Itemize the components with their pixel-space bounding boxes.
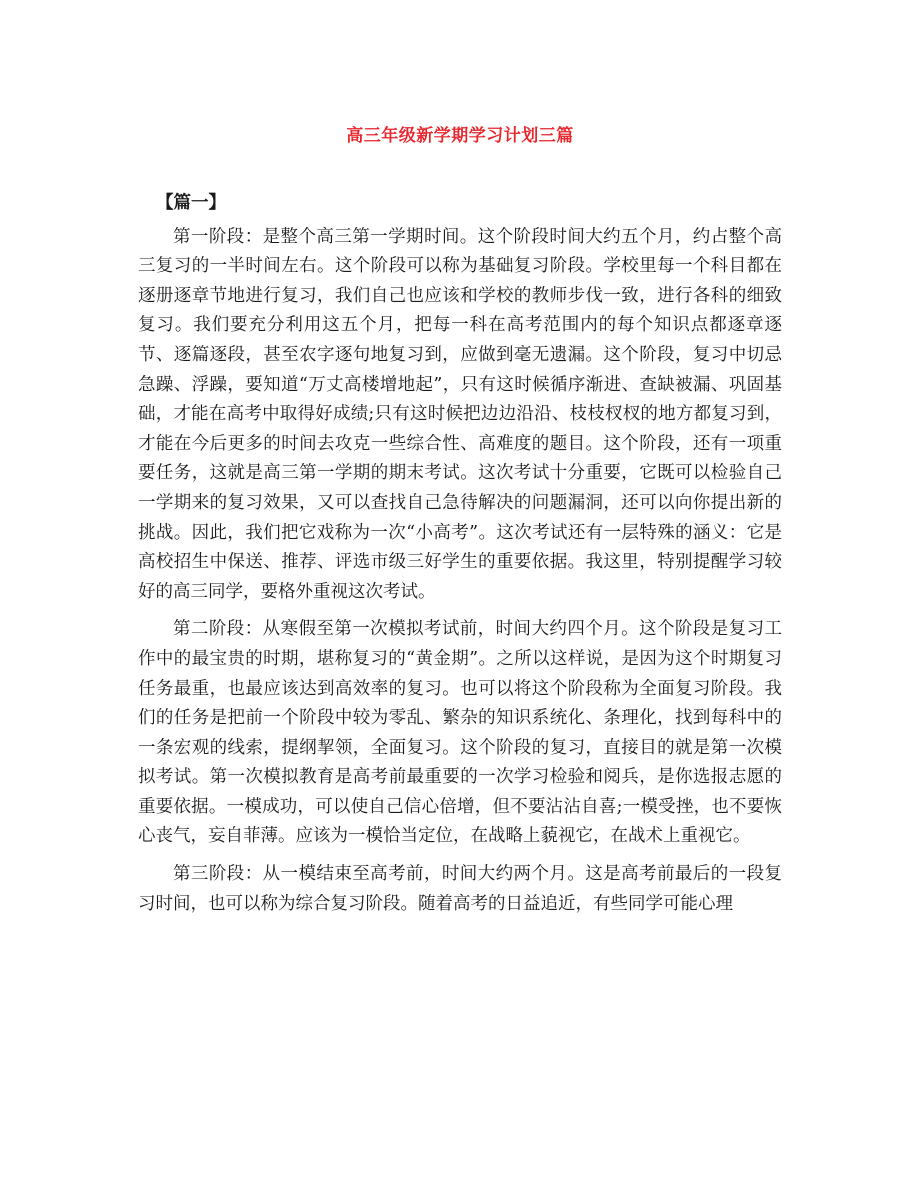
paragraph-stage-three: 第三阶段：从一模结束至高考前，时间大约两个月。这是高考前最后的一段复习时间，也可以称为综合复习阶段。随着高考的日益追近，有些同学可能心理 — [138, 864, 782, 914]
document-body — [138, 189, 782, 919]
section-heading: 【篇一】 — [156, 193, 226, 213]
paragraph-stage-one: 第一阶段：是整个高三第一学期时间。这个阶段时间大约五个月，约占整个高三复习的一半时间左右。这个阶段可以称为基础复习阶段。学校里每一个科目都在逐册逐章节地进行复习，我们自己也应该和学校的教师步伐一致，进行各科的细致复习。我们要充分利用这五个月，把每一科在高考范围内的每个知识点都逐章逐节、逐篇逐段，甚至农字逐句地复习到，应做到毫无遗漏。这个阶段，复习中切忌急躁、浮躁，要知道“万丈高楼增地起”，只有这时候循序渐进、查缺被漏、巩固基础，才能在高考中取得好成绩;只有这时候把边边沿沿、枝枝杈杈的地方都复习到，才能在今后更多的时间去攻克一些综合性、高难度的题目。这个阶段，还有一项重要任务，这就是高三第一学期的期末考试。这次考试十分重要，它既可以检验自己一学期来的复习效果，又可以查找自己急待解决的问题漏洞，还可以向你提出新的挑战。因此，我们把它戏称为一次“小高考”。这次考试还有一层特殊的涵义：它是高校招生中保送、推荐、评选市级三好学生的重要依据。我这里，特别提醒学习较好的高三同学，要格外重视这次考试。 — [138, 226, 782, 602]
document-title: 高三年级新学期学习计划三篇 — [346, 126, 574, 146]
paragraph-stage-two: 第二阶段：从寒假至第一次模拟考试前，时间大约四个月。这个阶段是复习工作中的最宝贵的时期，堪称复习的“黄金期”。之所以这样说，是因为这个时期复习任务最重，也最应该达到高效率的复习。也可以将这个阶段称为全面复习阶段。我们的任务是把前一个阶段中较为零乱、繁杂的知识系统化、条理化，找到每科中的一条宏观的线索，提纲挈领，全面复习。这个阶段的复习，直接目的就是第一次模拟考试。第一次模拟教育是高考前最重要的一次学习检验和阅兵，是你选报志愿的重要依据。一模成功，可以使自己信心倍增，但不要沾沾自喜;一模受挫，也不要恢心丧气，妄自菲薄。应该为一模恰当定位，在战略上藐视它，在战术上重视它。 — [138, 619, 782, 847]
